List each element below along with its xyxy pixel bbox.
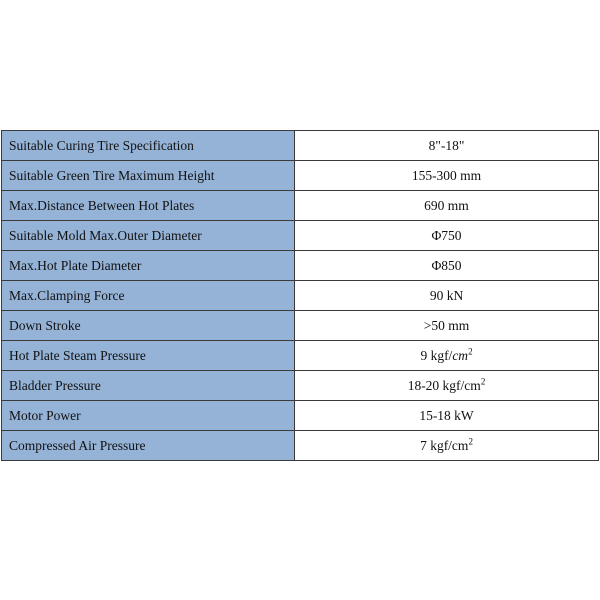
table-row bbox=[2, 371, 599, 401]
table-row bbox=[2, 131, 599, 161]
spec-label: Compressed Air Pressure bbox=[2, 431, 295, 461]
spec-label: Max.Distance Between Hot Plates bbox=[2, 191, 295, 221]
spec-value: Φ750 bbox=[295, 221, 599, 251]
value-exponent: 2 bbox=[480, 376, 486, 387]
spec-value: 690 mm bbox=[295, 191, 599, 221]
spec-value: 155-300 mm bbox=[295, 161, 599, 191]
spec-label: Suitable Mold Max.Outer Diameter bbox=[2, 221, 295, 251]
spec-label: Bladder Pressure bbox=[2, 371, 295, 401]
spec-value: Φ850 bbox=[295, 251, 599, 281]
value-text: 9 kgf/ bbox=[420, 347, 453, 363]
value-text: 7 kgf/cm bbox=[420, 437, 469, 453]
value-exponent: 2 bbox=[468, 346, 473, 357]
table-row bbox=[2, 281, 599, 311]
table-row bbox=[2, 221, 599, 251]
table-row bbox=[2, 431, 599, 461]
value-exponent: 2 bbox=[468, 436, 473, 447]
table-row bbox=[2, 401, 599, 431]
spec-value: 8"-18" bbox=[295, 131, 599, 161]
spec-value bbox=[295, 431, 599, 461]
table-row bbox=[2, 311, 599, 341]
spec-label: Motor Power bbox=[2, 401, 295, 431]
table-row bbox=[2, 161, 599, 191]
table-row bbox=[2, 341, 599, 371]
value-unit: cm bbox=[452, 347, 469, 363]
spec-label: Max.Hot Plate Diameter bbox=[2, 251, 295, 281]
spec-label: Suitable Curing Tire Specification bbox=[2, 131, 295, 161]
spec-value bbox=[295, 371, 599, 401]
spec-value: >50 mm bbox=[295, 311, 599, 341]
spec-value: 90 kN bbox=[295, 281, 599, 311]
table-row bbox=[2, 251, 599, 281]
value-text: 18-20 kgf/cm bbox=[407, 377, 481, 393]
table-row bbox=[2, 191, 599, 221]
spec-label: Max.Clamping Force bbox=[2, 281, 295, 311]
spec-label: Suitable Green Tire Maximum Height bbox=[2, 161, 295, 191]
spec-table bbox=[1, 130, 599, 461]
spec-label: Hot Plate Steam Pressure bbox=[2, 341, 295, 371]
spec-value: 15-18 kW bbox=[295, 401, 599, 431]
spec-label: Down Stroke bbox=[2, 311, 295, 341]
spec-value bbox=[295, 341, 599, 371]
